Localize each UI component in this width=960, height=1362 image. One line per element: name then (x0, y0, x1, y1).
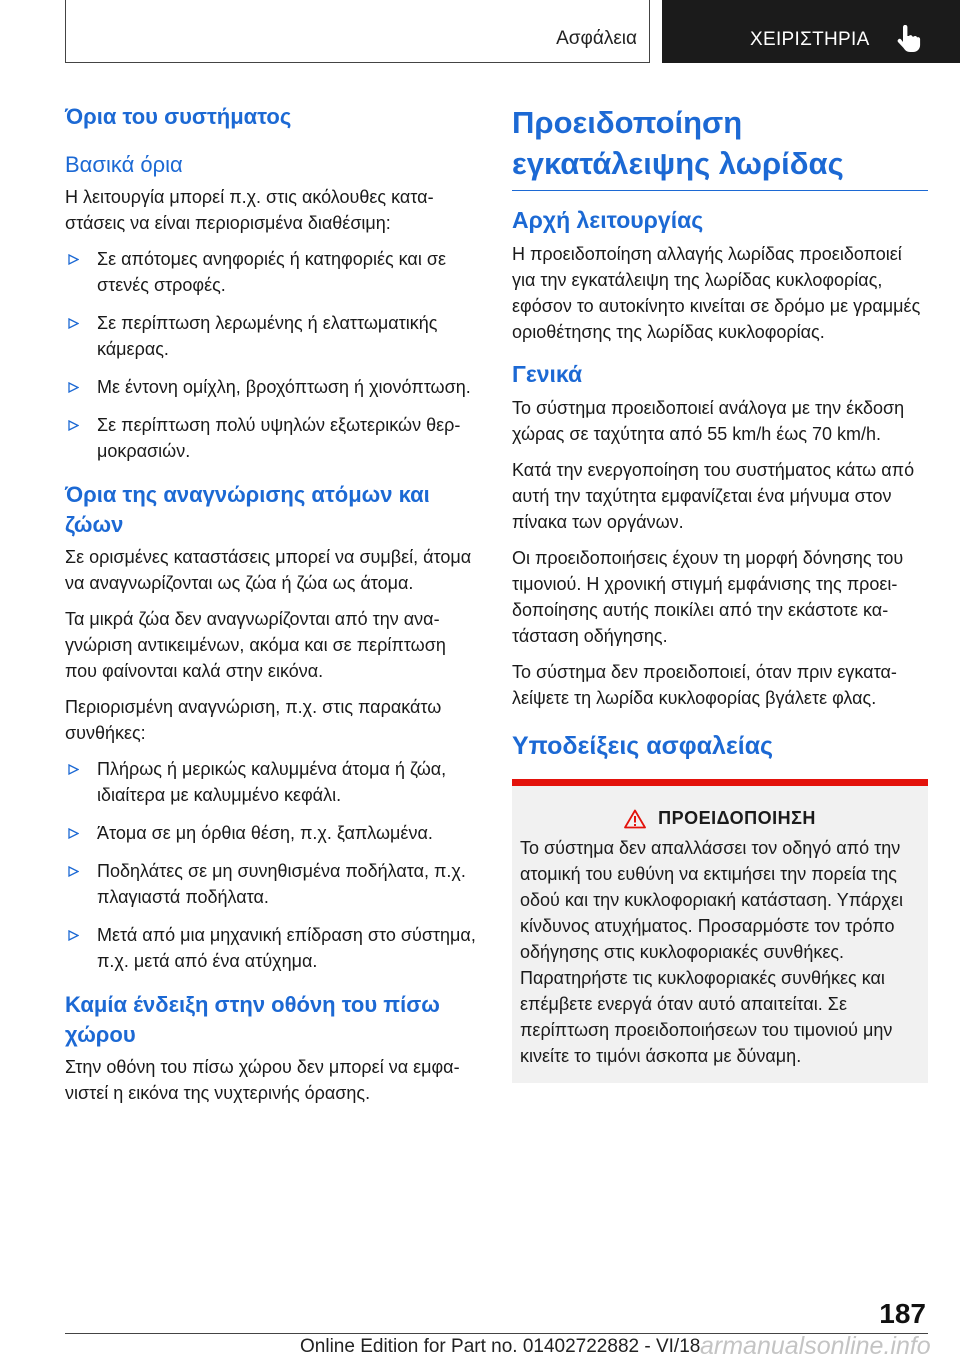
basic-limits-intro: Η λειτουργία μπορεί π.χ. στις ακόλουθες καταστάσεις να είναι περιορισμένα διαθέσιμη: (65, 187, 434, 233)
list-item: Πλήρως ή μερικώς καλυμμένα άτομα ή ζώα, ιδιαίτερα με καλυμμένο κεφάλι. (65, 756, 480, 808)
warning-title: ΠΡΟΕΙΔΟΠΟΙΗΣΗ (658, 808, 816, 828)
detection-paragraph-2: Τα μικρά ζώα δεν αναγνωρίζονται από την αναγνώριση αντικειμένων, ακόμα και σε περίπτωση που φαίνονται καλά στην εικόνα. (65, 609, 446, 681)
list-item: Άτομα σε μη όρθια θέση, π.χ. ξαπλωμένα. (65, 820, 480, 846)
list-item: Μετά από μια μηχανική επίδραση στο σύστημα, π.χ. μετά από ένα ατύχημα. (65, 922, 480, 974)
general-paragraph-4: Το σύστημα δεν προειδοποιεί, όταν πριν εγκαταλείψετε τη λωρίδα κυκλοφορίας βγάλετε φλας. (512, 662, 897, 708)
list-item: Με έντονη ομίχλη, βροχόπτωση ή χιονόπτωση. (65, 374, 480, 400)
chapter-title: ΧΕΙΡΙΣΤΗΡΙΑ (750, 29, 870, 50)
triangle-bullet-icon (68, 254, 79, 265)
system-limits-title: Όρια του συστήματος (65, 104, 292, 129)
list-item: Ποδηλάτες σε μη συνηθισμένα ποδήλατα, π.χ. πλαγιαστά ποδήλατα. (65, 858, 480, 910)
triangle-bullet-icon (68, 382, 79, 393)
warning-triangle-icon (624, 809, 646, 829)
triangle-bullet-icon (68, 764, 79, 775)
detection-paragraph-3: Περιορισμένη αναγνώριση, π.χ. στις παρακάτω συνθήκες: (65, 697, 442, 743)
triangle-bullet-icon (68, 420, 79, 431)
general-paragraph-3: Οι προειδοποιήσεις έχουν τη μορφή δόνησης του τιμονιού. Η χρονική στιγμή εμφάνισης της προειδοποίησης αυτής ποικίλει από την εκάστοτε κατάσταση οδήγησης. (512, 548, 904, 646)
left-column (65, 102, 480, 1116)
general-paragraph-1: Το σύστημα προειδοποιεί ανάλογα με την έκδοση χώρας σε ταχύτητα από 55 km/h έως 70 km/h. (512, 398, 905, 444)
warning-header (520, 808, 920, 829)
safety-heading: Υποδείξεις ασφαλείας (512, 732, 774, 760)
warning-text: Το σύστημα δεν απαλλάσσει τον οδηγό από την ατομική του ευθύνη να εκτιμήσει την πορεία της οδού και την κυκλοφοριακή κατάσταση. Υπάρχει κίνδυνος ατυχήματος. Προσαρμόστε τον τρόπο οδήγησης στις κυκλοφοριακές συνθήκες. Παρατηρήστε τις κυκλοφοριακές συνθήκες και επέμβετε ενεργά όταν αυτό απαιτείται. Σε περίπτωση προειδοποιήσεων του τιμονιού μην κινείτε το τιμόνι άσκοπα με δύναμη. (520, 838, 904, 1066)
title-divider (512, 190, 928, 191)
triangle-bullet-icon (68, 930, 79, 941)
list-item: Σε περίπτωση λερωμένης ή ελαττωματικής κάμερας. (65, 310, 480, 362)
general-paragraph-2: Κατά την ενεργοποίηση του συστήματος κάτω από αυτή την ταχύτητα εμφανίζεται ένα μήνυμα στον πίνακα των οργάνων. (512, 460, 915, 532)
detection-limits-heading: Όρια της αναγνώρισης ατόμων και ζώων (65, 482, 430, 537)
header-section-box (65, 0, 650, 63)
detection-paragraph-1: Σε ορισμένες καταστάσεις μπορεί να συμβεί, άτομα να αναγνωρίζονται ως ζώα ή ζώα ως άτομα. (65, 547, 472, 593)
triangle-bullet-icon (68, 866, 79, 877)
page-number: 187 (879, 1298, 926, 1329)
detection-limits-list (65, 756, 480, 974)
basic-limits-list (65, 246, 480, 464)
triangle-bullet-icon (68, 318, 79, 329)
right-column (512, 102, 928, 1083)
chapter-tab[interactable] (662, 0, 960, 63)
triangle-bullet-icon (68, 828, 79, 839)
edition-footer: Online Edition for Part no. 01402722882 - VI/18 (300, 1336, 701, 1357)
list-item: Σε περίπτωση πολύ υψηλών εξωτερικών θερμοκρασιών. (65, 412, 480, 464)
list-item: Σε απότομες ανηφοριές ή κατηφοριές και σε στενές στροφές. (65, 246, 480, 298)
rear-display-paragraph: Στην οθόνη του πίσω χώρου δεν μπορεί να εμφανιστεί η εικόνα της νυχτερινής όρασης. (65, 1057, 460, 1103)
principle-paragraph: Η προειδοποίηση αλλαγής λωρίδας προειδοποιεί για την εγκατάλειψη της λωρίδας κυκλοφορίας, εφόσον το αυτοκίνητο κινείται σε δρόμο με γραμμές οριοθέτησης της λωρίδας κυκλοφορίας. (512, 244, 921, 342)
general-heading: Γενικά (512, 361, 583, 387)
lane-departure-title: Προειδοποίηση εγκατάλειψης λωρίδας (512, 105, 844, 181)
principle-heading: Αρχή λειτουργίας (512, 207, 704, 233)
basic-limits-heading: Βασικά όρια (65, 152, 183, 177)
section-title: Ασφάλεια (556, 28, 637, 49)
watermark: armanualsonline.info (700, 1332, 931, 1360)
warning-box (512, 779, 928, 1083)
rear-display-heading: Καμία ένδειξη στην οθόνη του πίσω χώρου (65, 992, 440, 1047)
hand-pointer-icon (895, 25, 921, 53)
